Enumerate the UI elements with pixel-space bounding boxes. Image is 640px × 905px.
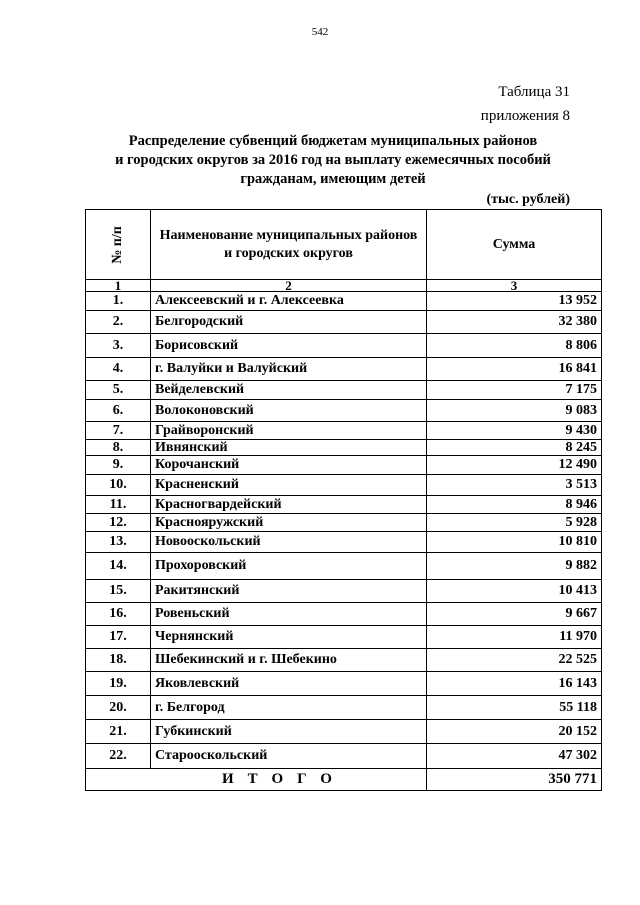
- table-row: [86, 334, 602, 358]
- row-number: 9.: [86, 456, 151, 475]
- row-name: Грайворонский: [151, 422, 427, 440]
- subsidy-table: [85, 209, 602, 791]
- row-name: Вейделевский: [151, 381, 427, 400]
- row-name: Новооскольский: [151, 532, 427, 553]
- row-sum: 9 083: [427, 400, 602, 422]
- table-row: [86, 553, 602, 580]
- row-sum: 47 302: [427, 744, 602, 769]
- table-row: [86, 496, 602, 514]
- row-number: 21.: [86, 720, 151, 744]
- column-index-row: [86, 280, 602, 292]
- row-name: Шебекинский и г. Шебекино: [151, 649, 427, 672]
- row-name: Волоконовский: [151, 400, 427, 422]
- header-row: [86, 210, 602, 280]
- row-number: 15.: [86, 580, 151, 603]
- table-row: [86, 358, 602, 381]
- header-num: [86, 210, 151, 280]
- row-name: г. Белгород: [151, 696, 427, 720]
- row-sum: 9 882: [427, 553, 602, 580]
- row-sum: 8 946: [427, 496, 602, 514]
- row-sum: 10 413: [427, 580, 602, 603]
- row-number: 13.: [86, 532, 151, 553]
- row-sum: 13 952: [427, 292, 602, 311]
- table-row: [86, 672, 602, 696]
- table-row: [86, 292, 602, 311]
- row-name: Красногвардейский: [151, 496, 427, 514]
- row-number: 22.: [86, 744, 151, 769]
- row-sum: 9 667: [427, 603, 602, 626]
- header-sum: Сумма: [427, 210, 602, 280]
- row-number: 8.: [86, 440, 151, 456]
- table-row: [86, 311, 602, 334]
- table-row: [86, 456, 602, 475]
- table-row: [86, 532, 602, 553]
- row-name: Борисовский: [151, 334, 427, 358]
- total-sum: 350 771: [427, 769, 602, 791]
- row-name: Прохоровский: [151, 553, 427, 580]
- table-row: [86, 626, 602, 649]
- row-number: 11.: [86, 496, 151, 514]
- row-number: 18.: [86, 649, 151, 672]
- row-number: 5.: [86, 381, 151, 400]
- row-name: Корочанский: [151, 456, 427, 475]
- row-sum: 11 970: [427, 626, 602, 649]
- row-number: 3.: [86, 334, 151, 358]
- row-sum: 32 380: [427, 311, 602, 334]
- row-name: Краснояружский: [151, 514, 427, 532]
- row-sum: 10 810: [427, 532, 602, 553]
- document-title: [80, 132, 586, 189]
- row-number: 20.: [86, 696, 151, 720]
- row-number: 14.: [86, 553, 151, 580]
- row-sum: 16 841: [427, 358, 602, 381]
- row-name: Чернянский: [151, 626, 427, 649]
- row-sum: 9 430: [427, 422, 602, 440]
- table-row: [86, 580, 602, 603]
- table-row: [86, 603, 602, 626]
- table-row: [86, 440, 602, 456]
- row-name: Алексеевский и г. Алексеевка: [151, 292, 427, 311]
- row-number: 12.: [86, 514, 151, 532]
- title-line: гражданам, имеющим детей: [240, 171, 426, 187]
- header-name-label: Наименование муниципальных районов и городских округов: [159, 227, 418, 261]
- row-name: Старооскольский: [151, 744, 427, 769]
- page-number: 542: [311, 26, 329, 38]
- column-index: 3: [427, 280, 602, 292]
- column-index: 2: [151, 280, 427, 292]
- appendix-label: приложения 8: [480, 108, 570, 124]
- header-num-label: № п/п: [110, 225, 125, 264]
- row-name: Ивнянский: [151, 440, 427, 456]
- row-name: Белгородский: [151, 311, 427, 334]
- table-row: [86, 696, 602, 720]
- row-name: г. Валуйки и Валуйский: [151, 358, 427, 381]
- row-name: Яковлевский: [151, 672, 427, 696]
- table-row: [86, 514, 602, 532]
- table-row: [86, 400, 602, 422]
- row-number: 2.: [86, 311, 151, 334]
- title-line: Распределение субвенций бюджетам муниципальных районов: [128, 133, 538, 149]
- header-name: [151, 210, 427, 280]
- row-sum: 16 143: [427, 672, 602, 696]
- table-row: [86, 720, 602, 744]
- row-number: 7.: [86, 422, 151, 440]
- table-row: [86, 422, 602, 440]
- table-row: [86, 381, 602, 400]
- row-number: 10.: [86, 475, 151, 496]
- row-sum: 55 118: [427, 696, 602, 720]
- row-name: Губкинский: [151, 720, 427, 744]
- row-sum: 12 490: [427, 456, 602, 475]
- row-name: Ракитянский: [151, 580, 427, 603]
- row-name: Ровеньский: [151, 603, 427, 626]
- row-number: 19.: [86, 672, 151, 696]
- row-number: 16.: [86, 603, 151, 626]
- total-row: [86, 769, 602, 791]
- row-sum: 3 513: [427, 475, 602, 496]
- column-index: 1: [86, 280, 151, 292]
- row-sum: 8 245: [427, 440, 602, 456]
- total-label: ИТОГО: [86, 769, 427, 791]
- row-number: 17.: [86, 626, 151, 649]
- row-number: 1.: [86, 292, 151, 311]
- table-row: [86, 744, 602, 769]
- units-label: (тыс. рублей): [486, 192, 570, 207]
- row-sum: 7 175: [427, 381, 602, 400]
- row-number: 6.: [86, 400, 151, 422]
- row-number: 4.: [86, 358, 151, 381]
- title-line: и городских округов за 2016 год на выплату ежемесячных пособий: [115, 152, 551, 168]
- table-number: Таблица 31: [498, 84, 570, 100]
- row-name: Красненский: [151, 475, 427, 496]
- table-row: [86, 475, 602, 496]
- row-sum: 8 806: [427, 334, 602, 358]
- table-row: [86, 649, 602, 672]
- row-sum: 20 152: [427, 720, 602, 744]
- row-sum: 22 525: [427, 649, 602, 672]
- row-sum: 5 928: [427, 514, 602, 532]
